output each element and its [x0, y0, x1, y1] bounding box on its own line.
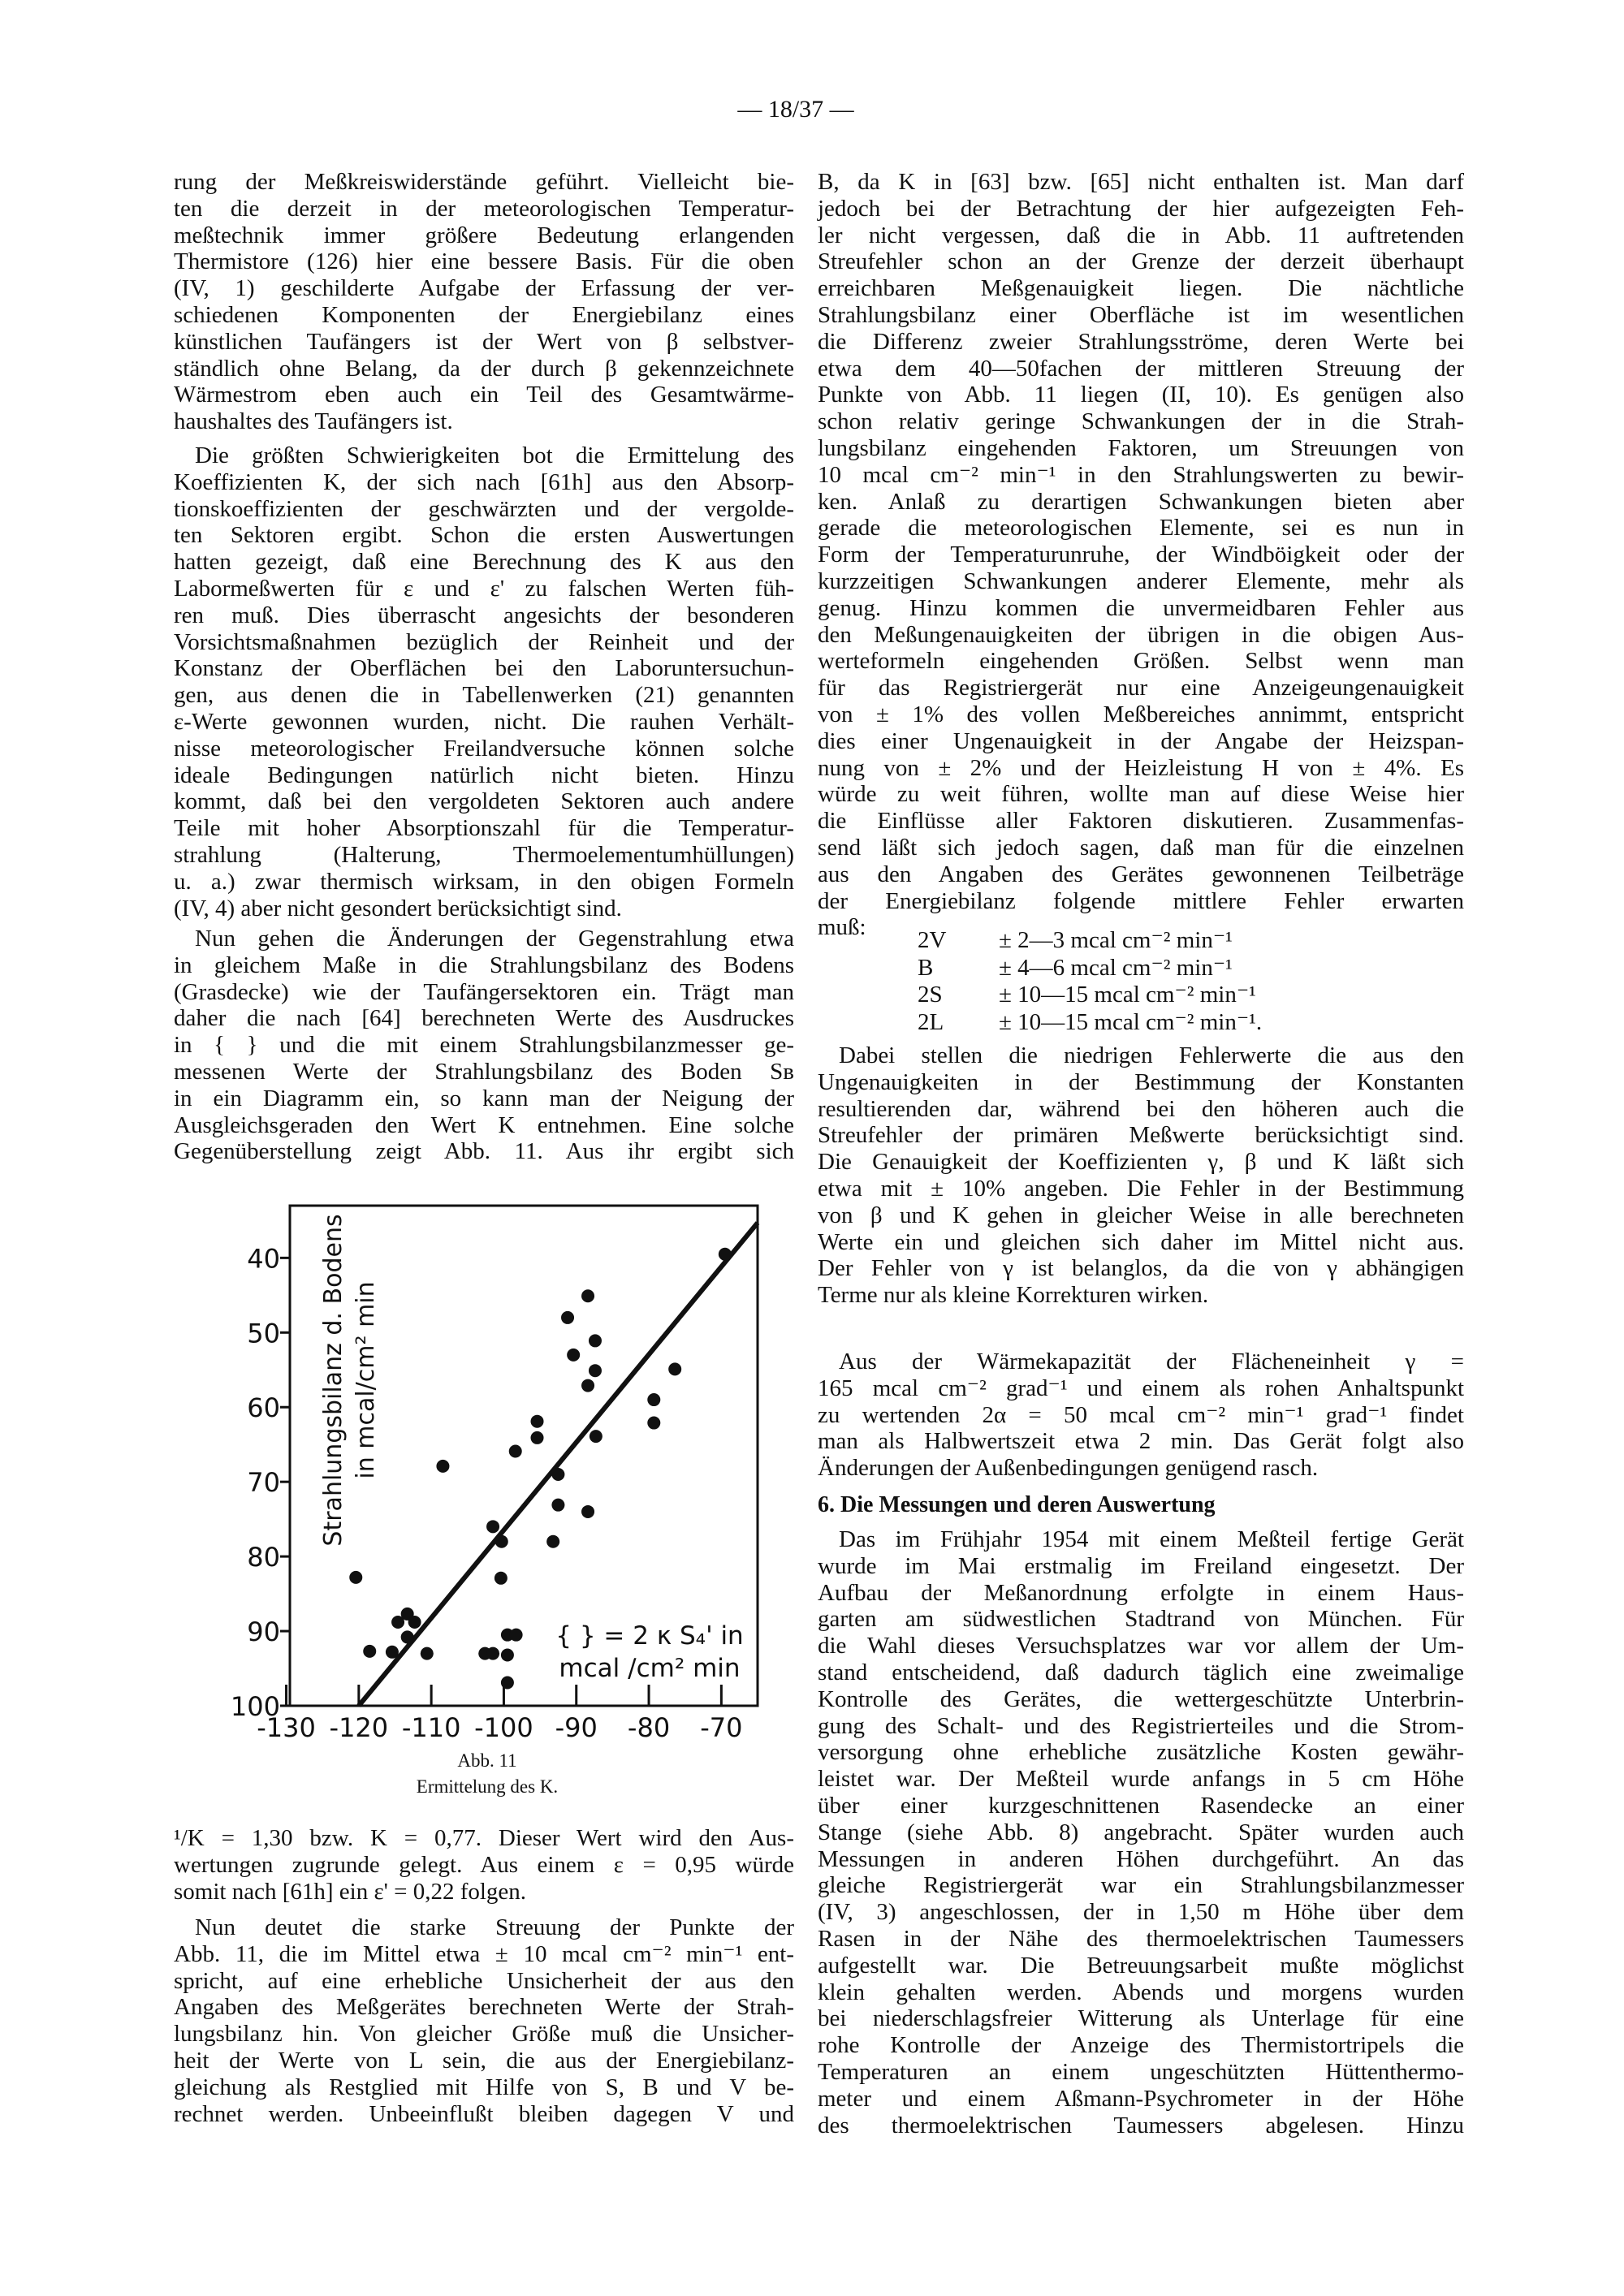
data-point [349, 1571, 362, 1584]
error-value: ± 4—6 mcal cm⁻² min⁻¹ [999, 954, 1233, 981]
paragraph [818, 169, 1464, 941]
text-line: den Meßungenauigkeiten der übrigen in die obigen Aus- [818, 621, 1464, 648]
data-point [567, 1349, 580, 1362]
error-table [918, 927, 1262, 1036]
data-point [581, 1505, 594, 1518]
text-line: würde zu weit führen, wollte man auf diese Weise hier [818, 781, 1464, 808]
text-line: dies einer Ungenauigkeit in der Angabe der Heizspan- [818, 727, 1464, 754]
text-line: lungsbilanz hin. Von gleicher Größe muß die Unsicher- [174, 2021, 794, 2048]
text-line: meter und einem Aßmann-Psychrometer in der Höhe [818, 2085, 1464, 2112]
data-point [486, 1647, 499, 1660]
x-tick-label: -90 [555, 1712, 598, 1743]
text-line: nung von ± 2% und der Heizleistung H von ± 4%. Es [818, 754, 1464, 781]
text-line: gleiche Registriergerät war ein Strahlungsbilanzmesser [818, 1872, 1464, 1899]
text-line: leistet war. Der Meßteil wurde anfangs in 5 cm Höhe [818, 1766, 1464, 1793]
text-line: (Grasdecke) wie der Taufängersektoren ein. Trägt man [174, 978, 794, 1005]
text-line: Thermistore (126) hier eine bessere Basis. Für die oben [174, 248, 794, 275]
y-tick-label: 60 [247, 1392, 280, 1424]
chart-annotation: { } = 2 κ S₄' in [555, 1621, 744, 1651]
term: 2V [918, 927, 947, 953]
data-point [386, 1646, 399, 1659]
text-line: rechnet werden. Unbeeinflußt bleiben dagegen V und [174, 2100, 794, 2127]
paragraph [174, 169, 794, 435]
text-line: Streufehler schon an der Grenze der derzeit überhaupt [818, 248, 1464, 275]
text-line: B, da K in [63] bzw. [65] nicht enthalten ist. Man darf [818, 169, 1464, 195]
text-line: schon relativ geringe Schwankungen der in die Strah- [818, 408, 1464, 435]
x-tick-label: -120 [329, 1712, 389, 1743]
text-line: die Einflüsse aller Faktoren diskutieren. Zusammenfas- [818, 808, 1464, 835]
data-point [501, 1676, 514, 1689]
text-line: in ein Diagramm ein, so kann man der Neigung der [174, 1085, 794, 1111]
data-point [501, 1648, 514, 1661]
text-line: Werte ein und gleichen sich daher im Mittel nicht aus. [818, 1228, 1464, 1255]
text-line: der Energiebilanz folgende mittlere Fehler erwarten [818, 887, 1464, 914]
paragraph [174, 1825, 794, 1905]
text-line: stand entscheidend, daß dadurch täglich eine zweimalige [818, 1659, 1464, 1685]
text-line: etwa dem 40—50fachen der mittleren Streuung der [818, 355, 1464, 382]
error-value: ± 2—3 mcal cm⁻² min⁻¹ [999, 927, 1233, 953]
data-point [551, 1468, 564, 1481]
text-line: jedoch bei der Betrachtung der hier aufgezeigten Feh- [818, 195, 1464, 222]
error-value: ± 10—15 mcal cm⁻² min⁻¹. [999, 1008, 1263, 1035]
data-point [391, 1616, 404, 1629]
term: B [918, 954, 934, 981]
error-row [918, 982, 1262, 1009]
text-line: Temperaturen an einem ungeschützten Hüttenthermo- [818, 2058, 1464, 2085]
data-point [408, 1616, 421, 1629]
data-point [531, 1431, 544, 1444]
text-line: rohe Kontrolle der Anzeige des Thermistortripels die [818, 2032, 1464, 2059]
paragraph [174, 442, 794, 921]
text-line: 10 mcal cm⁻² min⁻¹ in den Strahlungswerten zu bewir- [818, 461, 1464, 488]
text-line: Kontrolle des Gerätes, die wettergeschützte Unterbrin- [818, 1685, 1464, 1712]
text-line: über einer kurzgeschnittenen Rasendecke an einer [818, 1792, 1464, 1819]
y-tick-label: 50 [247, 1318, 280, 1349]
error-value: ± 10—15 mcal cm⁻² min⁻¹ [999, 982, 1256, 1008]
text-line: muß: [818, 914, 866, 941]
text-line: 165 mcal cm⁻² grad⁻¹ und einem als rohen Anhaltspunkt [818, 1375, 1464, 1401]
paragraph [818, 1349, 1464, 1482]
text-line: Vorsichtsmaßnahmen bezüglich der Reinheit und der [174, 628, 794, 655]
text-line: ten Sektoren ergibt. Schon die ersten Auswertungen [174, 522, 794, 549]
term: 2L [918, 1008, 944, 1035]
text-line: ren muß. Dies überrascht angesichts der besonderen [174, 602, 794, 628]
y-axis-label: Strahlungsbilanz d. Bodens [319, 1214, 348, 1547]
text-line: ten die derzeit in der meteorologischen Temperatur- [174, 195, 794, 222]
text-line: nisse meteorologischer Freilandversuche können solche [174, 735, 794, 762]
data-point [486, 1520, 499, 1533]
figure-caption: Ermittelung des K. [416, 1776, 559, 1797]
x-tick-label: -130 [257, 1712, 316, 1743]
text-line: Koeffizienten K, der sich nach [61h] aus den Absorp- [174, 468, 794, 495]
text-line: Das im Frühjahr 1954 mit einem Meßteil fertige Gerät [839, 1526, 1464, 1552]
text-line: in { } und die mit einem Strahlungsbilanzmesser ge- [174, 1032, 794, 1059]
text-line: klein gehalten werden. Abends und morgens wurden [818, 1979, 1464, 2005]
data-point [363, 1645, 376, 1658]
text-line: Wärmestrom eben auch ein Teil des Gesamtwärme- [174, 382, 794, 408]
text-line: von ± 1% des vollen Meßbereiches annimmt, entspricht [818, 701, 1464, 727]
text-line: tionskoeffizienten der geschwärzten und der vergolde- [174, 495, 794, 522]
text-line: Ausgleichsgeraden den Wert K entnehmen. Eine solche [174, 1111, 794, 1138]
text-line: wurde im Mai erstmalig im Freiland eingesetzt. Der [818, 1552, 1464, 1579]
text-line: Aus der Wärmekapazität der Flächeneinheit γ = [839, 1349, 1464, 1375]
data-point [589, 1334, 602, 1347]
text-line: ¹/K = 1,30 bzw. K = 0,77. Dieser Wert wird den Aus- [174, 1825, 794, 1851]
term: 2S [918, 982, 943, 1008]
data-point [421, 1647, 434, 1660]
text-line: schiedenen Komponenten der Energiebilanz eines [174, 301, 794, 328]
y-tick-label: 80 [247, 1542, 280, 1573]
text-line: Änderungen der Außenbedingungen genügend rasch. [818, 1455, 1319, 1482]
text-line: (IV, 1) geschilderte Aufgabe der Erfassung der ver- [174, 275, 794, 302]
data-point [581, 1289, 594, 1302]
text-line: (IV, 3) angeschlossen, der in 1,50 m Höhe über dem [818, 1899, 1464, 1926]
text-line: garten am südwestlichen Stadtrand von München. Für [818, 1606, 1464, 1633]
text-line: ständlich ohne Belang, da der durch β gekennzeichnete [174, 355, 794, 382]
text-line: strahlung (Halterung, Thermoelementumhüllungen) [174, 841, 794, 868]
text-line: Streufehler der primären Meßwerte berücksichtigt sind. [818, 1122, 1464, 1149]
text-line: send läßt sich jedoch sagen, daß man für die einzelnen [818, 834, 1464, 861]
data-point [546, 1535, 559, 1548]
x-tick-label: -100 [474, 1712, 533, 1743]
data-point [647, 1417, 660, 1430]
data-point [589, 1364, 602, 1377]
text-line: Die größten Schwierigkeiten bot die Ermittelung des [195, 442, 794, 468]
text-line: ideale Bedingungen natürlich nicht bieten. Hinzu [174, 762, 794, 788]
text-line: genug. Hinzu kommen die unvermeidbaren Fehler aus [818, 594, 1464, 621]
text-line: versorgung ohne erhebliche zusätzliche Kosten gewähr- [818, 1739, 1464, 1766]
text-line: Die Genauigkeit der Koeffizienten γ, β und K läßt sich [818, 1149, 1464, 1176]
text-line: daher die nach [64] berechneten Werte des Ausdruckes [174, 1005, 794, 1032]
text-line: des thermoelektrischen Taumessers abgelesen. Hinzu [818, 2112, 1464, 2138]
text-line: Dabei stellen die niedrigen Fehlerwerte die aus den [839, 1042, 1464, 1068]
text-line: ken. Anlaß zu derartigen Schwankungen bieten aber [818, 488, 1464, 515]
text-line: gung des Schalt- und des Registrierteiles und die Strom- [818, 1712, 1464, 1739]
text-line: ε-Werte gewonnen wurden, nicht. Die rauhen Verhält- [174, 708, 794, 735]
data-point [647, 1393, 660, 1406]
text-line: aus den Angaben des Gerätes gewonnenen Teilbeträge [818, 861, 1464, 887]
paragraph [818, 1526, 1464, 2138]
text-line: heit der Werte von L sein, die aus der Energiebilanz- [174, 2047, 794, 2074]
data-point [551, 1499, 564, 1512]
scatter-chart [219, 1185, 780, 1754]
text-line: Angaben des Meßgerätes berechneten Werte der Strah- [174, 1994, 794, 2021]
data-point [561, 1311, 574, 1324]
data-point [509, 1444, 522, 1457]
text-line: gleichung als Restglied mit Hilfe von S, B und V be- [174, 2074, 794, 2100]
data-point [401, 1630, 414, 1643]
text-line: lungsbilanz eingehenden Faktoren, um Streuungen von [818, 434, 1464, 461]
text-line: Rasen in der Nähe des thermoelektrischen Taumessers [818, 1925, 1464, 1952]
section-heading: 6. Die Messungen und deren Auswertung [818, 1492, 1216, 1517]
x-tick-label: -110 [401, 1712, 461, 1743]
text-line: künstlichen Taufängers ist der Wert von β selbstver- [174, 328, 794, 355]
error-row [918, 955, 1262, 982]
text-line: u. a.) zwar thermisch wirksam, in den obigen Formeln [174, 868, 794, 895]
text-line: somit nach [61h] ein ε' = 0,22 folgen. [174, 1878, 527, 1905]
text-line: Messungen in anderen Höhen durchgeführt. An das [818, 1845, 1464, 1872]
text-line: haushaltes des Taufängers ist. [174, 408, 453, 435]
data-point [590, 1430, 603, 1443]
data-point [719, 1248, 732, 1261]
y-tick-label: 100 [230, 1691, 280, 1722]
text-line: Teile mit hoher Absorptionszahl für die Temperatur- [174, 815, 794, 842]
data-point [668, 1362, 681, 1375]
text-line: Labormeßwerten für ε und ε' zu falschen Werten füh- [174, 575, 794, 602]
text-line: Abb. 11, die im Mittel etwa ± 10 mcal cm⁻² min⁻¹ ent- [174, 1940, 794, 1967]
text-line: Strahlungsbilanz einer Oberfläche ist im wesentlichen [818, 301, 1464, 328]
text-line: Nun gehen die Änderungen der Gegenstrahlung etwa [195, 926, 794, 952]
text-line: aufgestellt war. Die Betreuungsarbeit mußte möglichst [818, 1952, 1464, 1979]
text-line: (IV, 4) aber nicht gesondert berücksichtigt sind. [174, 895, 622, 921]
text-line: resultierenden dar, während bei den höheren auch die [818, 1095, 1464, 1122]
text-line: Aufbau der Meßanordnung erfolgte in einem Haus- [818, 1579, 1464, 1606]
data-point [510, 1629, 523, 1642]
y-tick-label: 40 [247, 1243, 280, 1275]
paragraph [174, 1914, 794, 2127]
text-line: erreichbaren Meßgenauigkeit liegen. Die nächtliche [818, 275, 1464, 302]
text-line: kurzzeitigen Schwankungen anderer Elemente, mehr als [818, 568, 1464, 594]
figure-label: Abb. 11 [457, 1750, 517, 1771]
text-line: ler nicht vergessen, daß die in Abb. 11 auftretenden [818, 222, 1464, 248]
paragraph [818, 1042, 1464, 1309]
text-line: zu wertenden 2α = 50 mcal cm⁻² min⁻¹ grad⁻¹ findet [818, 1401, 1464, 1428]
text-line: Nun deutet die starke Streuung der Punkte der [195, 1914, 794, 1940]
text-line: Stange (siehe Abb. 8) angebracht. Später wurden auch [818, 1819, 1464, 1845]
text-line: für das Registriergerät nur eine Anzeigeungenauigkeit [818, 675, 1464, 701]
text-line: kommt, daß bei den vergoldeten Sektoren auch andere [174, 788, 794, 815]
text-line: wertungen zugrunde gelegt. Aus einem ε = 0,95 würde [174, 1851, 794, 1878]
text-line: gen, aus denen die in Tabellenwerken (21) genannten [174, 682, 794, 709]
data-point [495, 1535, 508, 1548]
text-line: gerade die meteorologischen Elemente, sei es nun in [818, 515, 1464, 542]
text-line: Form der Temperaturunruhe, der Windböigkeit oder der [818, 542, 1464, 568]
error-row [918, 927, 1262, 955]
data-point [495, 1572, 508, 1585]
text-line: Punkte von Abb. 11 liegen (II, 10). Es genügen also [818, 382, 1464, 408]
text-line: werteformeln eingehenden Größen. Selbst wenn man [818, 648, 1464, 675]
text-line: man als Halbwertszeit etwa 2 min. Das Gerät folgt also [818, 1428, 1464, 1455]
text-line: Terme nur als kleine Korrekturen wirken. [818, 1282, 1209, 1309]
text-line: meßtechnik immer größere Bedeutung erlangenden [174, 222, 794, 248]
text-line: Ungenauigkeiten in der Bestimmung der Konstanten [818, 1068, 1464, 1095]
text-line: Konstanz der Oberflächen bei den Laboruntersuchun- [174, 655, 794, 682]
paragraph [174, 926, 794, 1165]
chart-annotation: mcal /cm² min [559, 1654, 741, 1683]
y-tick-label: 70 [247, 1467, 280, 1499]
text-line: bei niederschlagsfreier Witterung als Unterlage für eine [818, 2005, 1464, 2032]
data-point [436, 1460, 449, 1473]
text-line: in gleichem Maße in die Strahlungsbilanz des Bodens [174, 952, 794, 978]
text-line: die Wahl dieses Versuchsplatzes war vor allem der Um- [818, 1633, 1464, 1659]
text-line: hatten gezeigt, daß eine Berechnung des K aus den [174, 549, 794, 576]
data-point [531, 1415, 544, 1428]
text-line: von β und K gehen in gleicher Weise in alle berechneten [818, 1202, 1464, 1228]
text-line: messenen Werte der Strahlungsbilanz des Boden Sʙ [174, 1058, 794, 1085]
x-tick-label: -70 [700, 1712, 743, 1743]
text-line: die Differenz zweier Strahlungsströme, deren Werte bei [818, 328, 1464, 355]
page-number: — 18/37 — [737, 96, 854, 123]
text-line: etwa mit ± 10% angeben. Die Fehler in der Bestimmung [818, 1175, 1464, 1202]
text-line: spricht, auf eine erhebliche Unsicherheit der aus den [174, 1967, 794, 1994]
y-axis-label: in mcal/cm² min [352, 1281, 380, 1479]
error-row [918, 1009, 1262, 1037]
text-line: Der Fehler von γ ist belanglos, da die von γ abhängigen [818, 1255, 1464, 1282]
y-tick-label: 90 [247, 1616, 280, 1648]
text-line: Gegenüberstellung zeigt Abb. 11. Aus ihr ergibt sich [174, 1138, 794, 1165]
text-line: rung der Meßkreiswiderstände geführt. Vielleicht bie- [174, 169, 794, 195]
x-tick-label: -80 [627, 1712, 671, 1743]
data-point [581, 1379, 594, 1392]
